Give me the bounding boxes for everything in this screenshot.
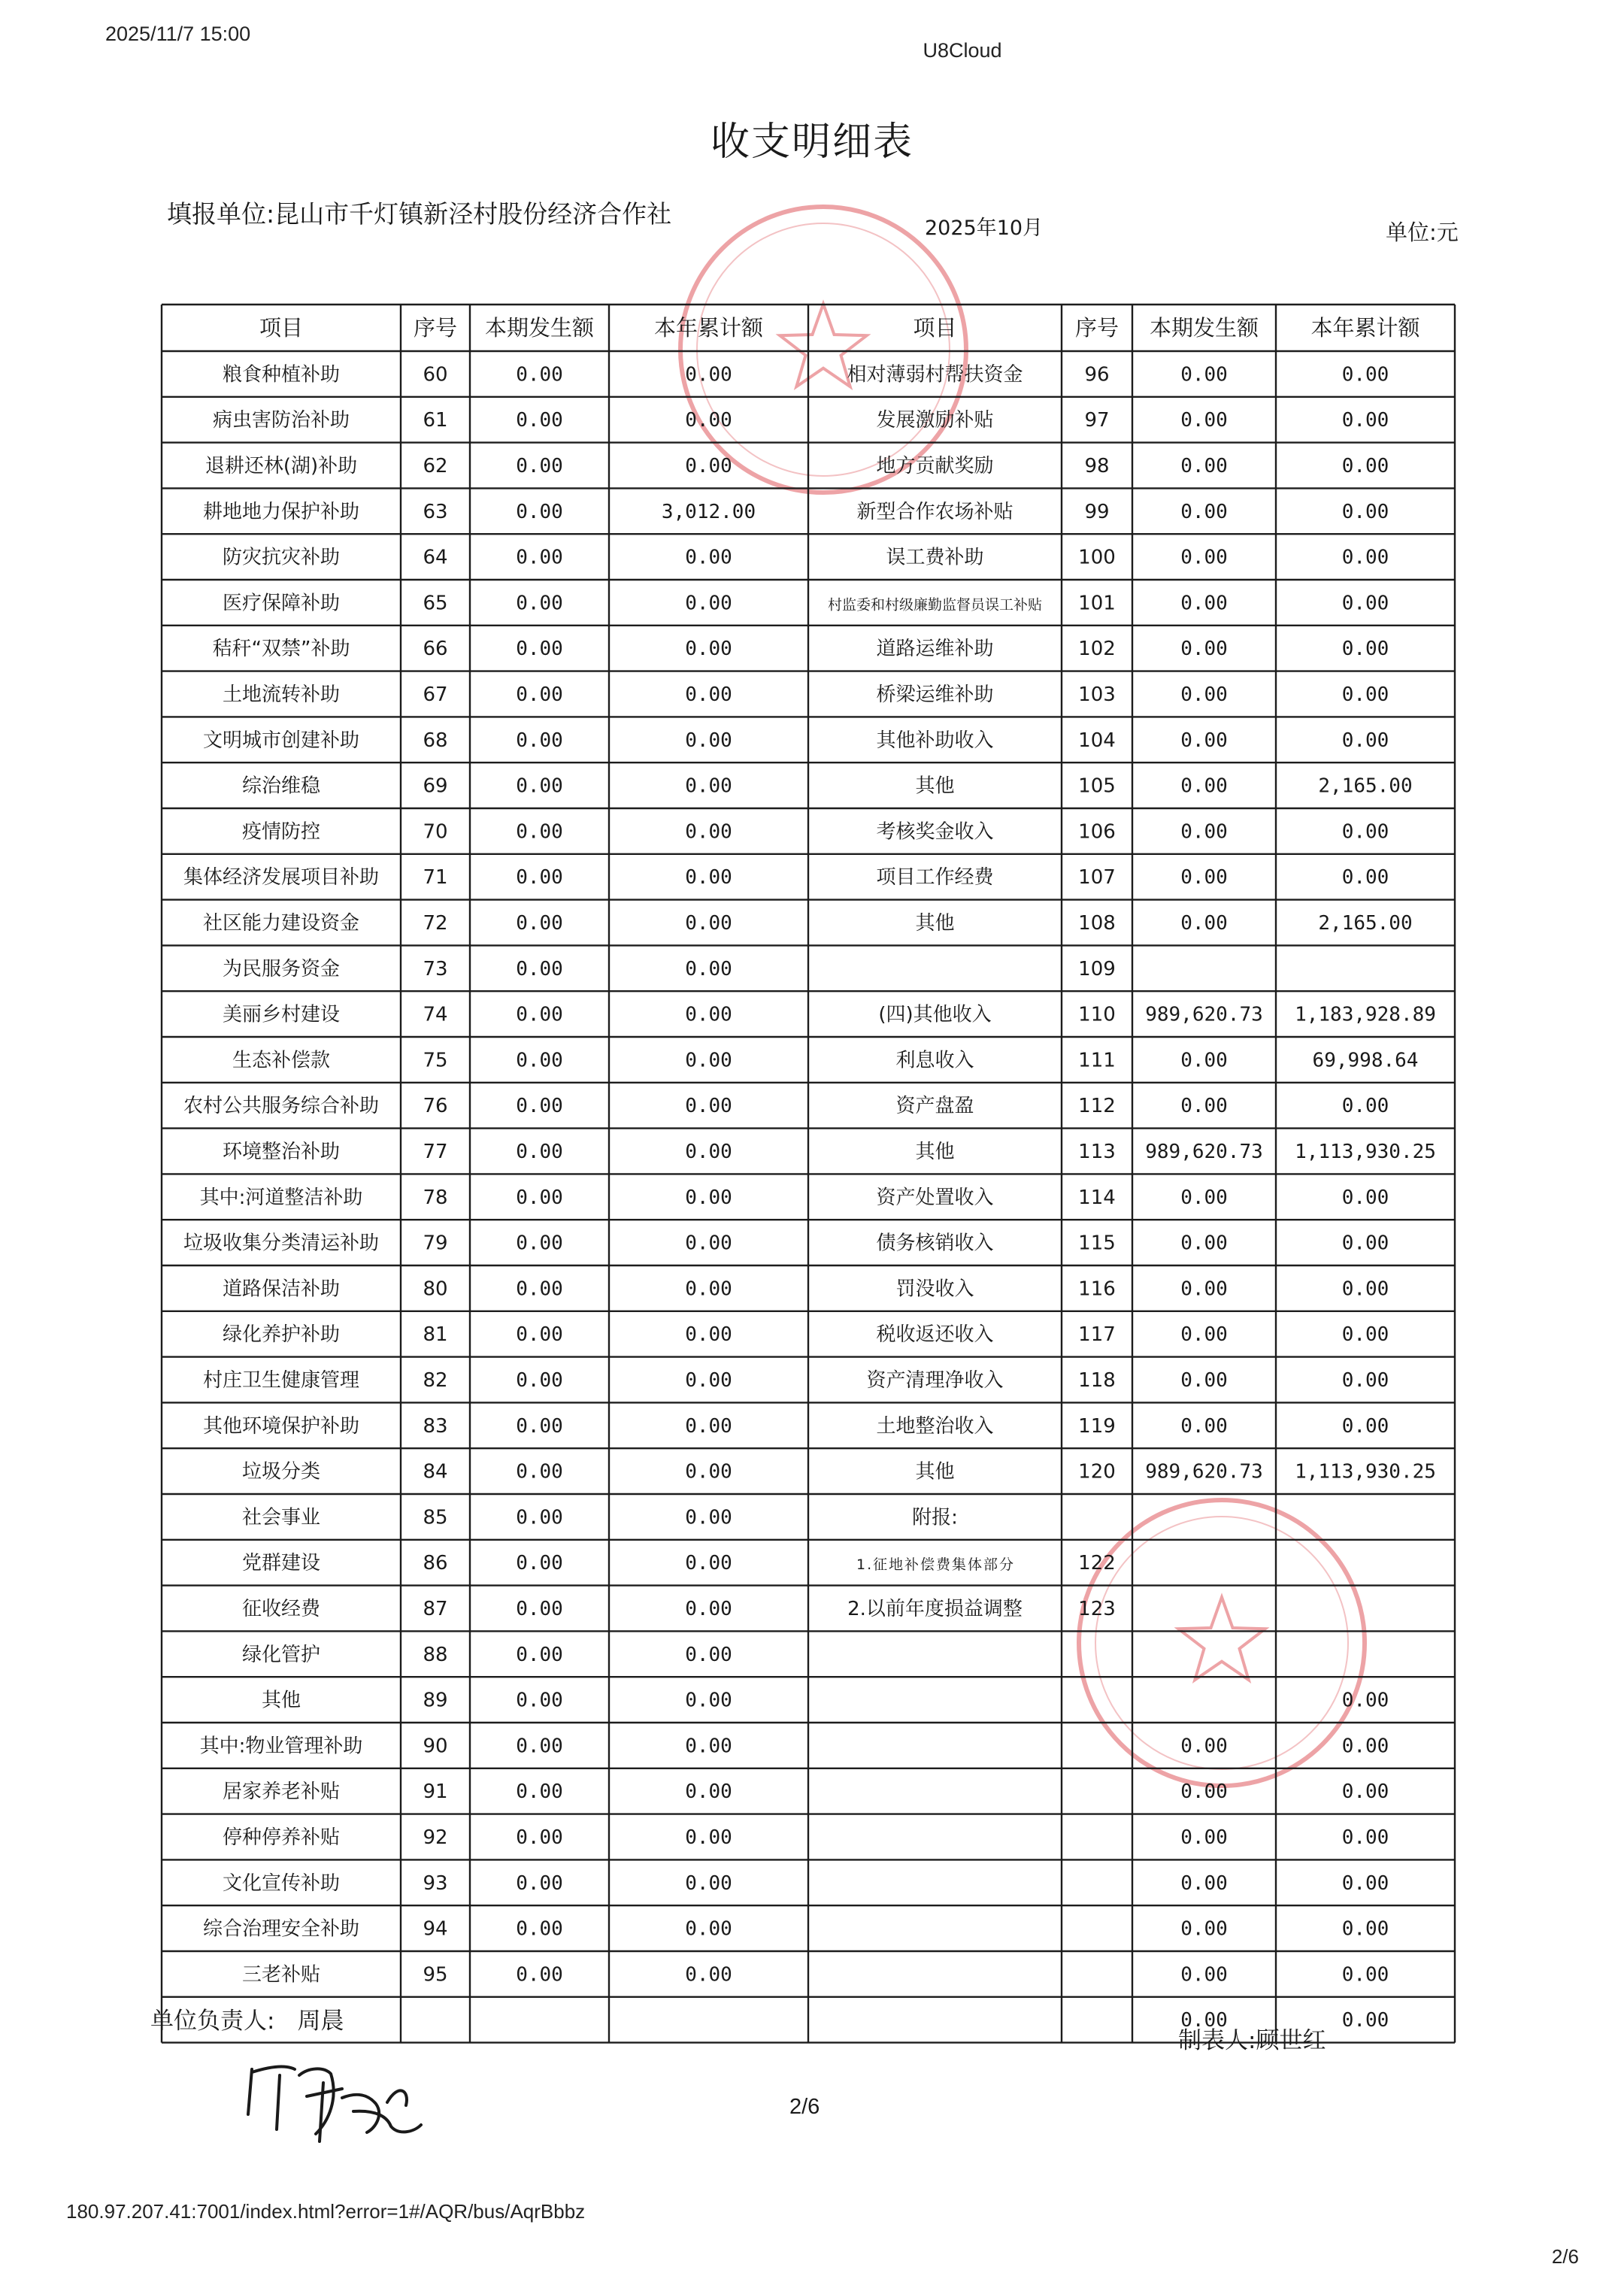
reporting-unit-name: 昆山市千灯镇新泾村股份经济合作社: [274, 199, 672, 229]
left-row-item: 社会事业: [241, 1506, 321, 1529]
left-row-no: 72: [423, 912, 448, 935]
right-row-current: 0.00: [1180, 729, 1228, 752]
right-row-ytd: 0.00: [1341, 1735, 1389, 1758]
left-row-ytd: 0.00: [685, 455, 732, 477]
right-row-current: 0.00: [1180, 1826, 1228, 1849]
right-row-current: 0.00: [1180, 912, 1228, 935]
left-row-item: 居家养老补贴: [222, 1781, 341, 1804]
left-row-current: 0.00: [516, 1460, 563, 1484]
right-row-no: 122: [1078, 1552, 1116, 1575]
left-row-current: 0.00: [516, 592, 563, 615]
left-row-ytd: 0.00: [685, 729, 732, 752]
left-row-ytd: 0.00: [685, 592, 732, 615]
left-row-ytd: 0.00: [685, 1141, 732, 1163]
right-row-no: 112: [1078, 1095, 1116, 1118]
right-row-item: 利息收入: [895, 1049, 974, 1072]
right-row-ytd: 2,165.00: [1318, 774, 1413, 798]
right-row-no: 119: [1078, 1414, 1116, 1438]
right-row-ytd: 0.00: [1341, 820, 1389, 844]
right-row-item: 其他: [915, 1141, 955, 1163]
right-row-no: 99: [1084, 500, 1110, 523]
left-row-no: 70: [423, 820, 448, 844]
right-header-2: 本期发生额: [1149, 315, 1259, 341]
right-row-item: 桥梁运维补助: [876, 683, 994, 706]
left-row-current: 0.00: [516, 1552, 563, 1575]
right-row-ytd: 0.00: [1341, 409, 1389, 432]
left-row-current: 0.00: [516, 1871, 563, 1895]
right-header-3: 本年累计额: [1310, 315, 1420, 341]
left-row-no: 60: [423, 363, 448, 386]
left-row-current: 0.00: [516, 1917, 563, 1941]
right-row-current: 989,620.73: [1145, 1003, 1263, 1026]
right-row-ytd: 0.00: [1341, 455, 1389, 477]
left-row-item: 美丽乡村建设: [222, 1003, 341, 1026]
left-header-3: 本年累计额: [653, 315, 764, 341]
right-row-ytd: 2,165.00: [1318, 912, 1413, 935]
right-row-item: 道路运维补助: [876, 638, 994, 661]
left-row-item: 粮食种植补助: [222, 363, 341, 386]
left-row-current: 0.00: [516, 729, 563, 752]
right-row-current: 0.00: [1180, 363, 1228, 386]
left-row-current: 0.00: [516, 455, 563, 477]
left-row-no: 92: [423, 1826, 448, 1849]
preparer-name: 顾世红: [1256, 2027, 1326, 2054]
left-row-no: 79: [423, 1232, 448, 1255]
right-row-ytd: 0.00: [1341, 683, 1389, 706]
left-row-ytd: 0.00: [685, 1049, 732, 1072]
right-row-no: 107: [1078, 866, 1116, 890]
left-row-current: 0.00: [516, 912, 563, 935]
right-row-current: 0.00: [1180, 683, 1228, 706]
right-row-ytd: 0.00: [1341, 1917, 1389, 1941]
left-row-current: 0.00: [516, 1735, 563, 1758]
left-row-ytd: 0.00: [685, 912, 732, 935]
left-row-ytd: 0.00: [685, 1414, 732, 1438]
right-header-1: 序号: [1074, 315, 1120, 341]
right-row-no: 97: [1084, 409, 1110, 432]
right-row-current: 0.00: [1180, 1186, 1228, 1209]
left-row-current: 0.00: [516, 500, 563, 523]
right-row-ytd: 69,998.64: [1312, 1049, 1419, 1072]
left-row-item: 秸秆“双禁”补助: [212, 638, 350, 661]
left-row-ytd: 0.00: [685, 1460, 732, 1484]
left-row-current: 0.00: [516, 1963, 563, 1987]
left-row-item: 农村公共服务综合补助: [183, 1095, 380, 1118]
left-header-1: 序号: [413, 315, 458, 341]
left-row-item: 垃圾分类: [241, 1460, 321, 1484]
right-row-no: 115: [1078, 1232, 1116, 1255]
left-row-current: 0.00: [516, 866, 563, 890]
left-row-no: 82: [423, 1369, 448, 1392]
left-row-item: 环境整治补助: [222, 1141, 341, 1163]
right-row-item: 其他: [915, 912, 955, 935]
right-row-current: 0.00: [1180, 774, 1228, 798]
left-row-current: 0.00: [516, 1643, 563, 1666]
right-row-ytd: 1,183,928.89: [1295, 1003, 1436, 1026]
page-title: 收支明细表: [710, 120, 914, 165]
left-row-item: 其中:河道整洁补助: [199, 1186, 363, 1209]
left-row-ytd: 0.00: [685, 1643, 732, 1666]
left-row-no: 75: [423, 1049, 448, 1072]
left-row-item: 生态补偿款: [232, 1049, 331, 1072]
left-row-no: 68: [423, 729, 448, 752]
right-row-ytd: 0.00: [1341, 1826, 1389, 1849]
left-row-current: 0.00: [516, 1186, 563, 1209]
right-row-item: 地方贡献奖励: [876, 455, 994, 477]
left-row-ytd: 0.00: [685, 409, 732, 432]
right-row-item: 发展激励补贴: [876, 409, 994, 432]
right-row-current: 0.00: [1180, 866, 1228, 890]
right-row-no: 102: [1078, 638, 1116, 661]
left-row-current: 0.00: [516, 1049, 563, 1072]
left-row-item: 疫情防控: [241, 820, 321, 844]
left-row-ytd: 0.00: [685, 820, 732, 844]
left-row-no: 64: [423, 546, 448, 569]
left-row-no: 74: [423, 1003, 448, 1026]
right-row-ytd: 0.00: [1341, 546, 1389, 569]
right-row-no: 101: [1078, 592, 1116, 615]
right-row-no: 103: [1078, 683, 1116, 706]
right-row-ytd: 0.00: [1341, 1369, 1389, 1392]
right-row-current: 0.00: [1180, 1414, 1228, 1438]
unit-leader-label: 单位负责人:: [150, 2008, 275, 2035]
left-row-no: 69: [423, 774, 448, 798]
right-row-current: 0.00: [1180, 1049, 1228, 1072]
left-row-ytd: 0.00: [685, 1186, 732, 1209]
right-row-no: 98: [1084, 455, 1110, 477]
right-row-no: 120: [1078, 1460, 1116, 1484]
right-row-ytd: 0.00: [1341, 1232, 1389, 1255]
left-row-item: 征收经费: [241, 1598, 321, 1620]
right-row-item: 土地整治收入: [876, 1414, 994, 1438]
right-row-ytd: 0.00: [1341, 638, 1389, 661]
left-row-current: 0.00: [516, 957, 563, 980]
right-row-item: 考核奖金收入: [876, 820, 994, 844]
right-row-ytd: 0.00: [1341, 729, 1389, 752]
left-row-ytd: 0.00: [685, 363, 732, 386]
left-row-ytd: 0.00: [685, 1826, 732, 1849]
left-row-item: 防灾抗灾补助: [222, 546, 341, 569]
left-row-no: 78: [423, 1186, 448, 1209]
left-row-item: 其他: [261, 1689, 301, 1712]
left-row-item: 社区能力建设资金: [202, 912, 360, 935]
page-url: 180.97.207.41:7001/index.html?error=1#/AQR/bus/AqrBbbz: [66, 2200, 586, 2223]
left-row-ytd: 0.00: [685, 1689, 732, 1712]
left-row-current: 0.00: [516, 1781, 563, 1804]
left-row-no: 88: [423, 1643, 448, 1666]
right-row-no: 106: [1078, 820, 1116, 844]
right-row-ytd: 0.00: [1341, 1689, 1389, 1712]
left-row-current: 0.00: [516, 820, 563, 844]
right-row-current: 0.00: [1180, 1781, 1228, 1804]
right-row-ytd: 0.00: [1341, 1963, 1389, 1987]
left-row-current: 0.00: [516, 363, 563, 386]
left-row-ytd: 0.00: [685, 957, 732, 980]
left-row-item: 耕地地力保护补助: [202, 500, 360, 523]
left-row-ytd: 0.00: [685, 774, 732, 798]
left-row-current: 0.00: [516, 1232, 563, 1255]
left-row-ytd: 0.00: [685, 1232, 732, 1255]
left-header-0: 项目: [259, 315, 304, 341]
left-row-current: 0.00: [516, 1506, 563, 1529]
left-row-ytd: 0.00: [685, 1369, 732, 1392]
left-row-no: 62: [423, 455, 448, 477]
left-row-no: 91: [423, 1781, 448, 1804]
right-row-current: 0.00: [1180, 546, 1228, 569]
corner-page-number: 2/6: [1551, 2245, 1579, 2268]
left-row-item: 病虫害防治补助: [212, 409, 350, 432]
right-row-current: 0.00: [1180, 1277, 1228, 1301]
left-row-no: 89: [423, 1689, 448, 1712]
right-row-no: 117: [1078, 1323, 1116, 1347]
left-row-ytd: 0.00: [685, 1963, 732, 1987]
page-number: 2/6: [789, 2095, 820, 2119]
right-row-current: 0.00: [1180, 409, 1228, 432]
right-row-no: 104: [1078, 729, 1116, 752]
right-row-current: 0.00: [1180, 1369, 1228, 1392]
left-row-ytd: 0.00: [685, 1003, 732, 1026]
left-row-current: 0.00: [516, 1141, 563, 1163]
left-row-ytd: 3,012.00: [661, 500, 756, 523]
right-row-no: 110: [1078, 1003, 1116, 1026]
right-row-current: 0.00: [1180, 820, 1228, 844]
right-row-no: 105: [1078, 774, 1116, 798]
left-row-no: 81: [423, 1323, 448, 1347]
right-row-ytd: 0.00: [1341, 866, 1389, 890]
left-row-no: 85: [423, 1506, 448, 1529]
right-row-item: 债务核销收入: [876, 1232, 994, 1255]
left-row-no: 73: [423, 957, 448, 980]
left-row-current: 0.00: [516, 638, 563, 661]
right-row-ytd: 0.00: [1341, 1186, 1389, 1209]
right-row-item: 新型合作农场补贴: [856, 500, 1013, 523]
left-row-ytd: 0.00: [685, 1735, 732, 1758]
left-row-ytd: 0.00: [685, 1598, 732, 1620]
left-row-item: 土地流转补助: [222, 683, 341, 706]
right-row-no: 100: [1078, 546, 1116, 569]
system-name: U8Cloud: [923, 39, 1002, 62]
left-row-no: 94: [423, 1917, 448, 1941]
left-row-no: 61: [423, 409, 448, 432]
right-row-item: 村监委和村级廉勤监督员误工补贴: [828, 596, 1042, 614]
right-row-ytd: 0.00: [1341, 1323, 1389, 1347]
right-row-item: 2.以前年度损益调整: [847, 1598, 1023, 1620]
right-row-no: 109: [1078, 957, 1116, 980]
right-row-current: 0.00: [1180, 638, 1228, 661]
left-row-current: 0.00: [516, 1323, 563, 1347]
right-row-no: 114: [1078, 1186, 1116, 1209]
left-row-no: 76: [423, 1095, 448, 1118]
right-row-item: 税收返还收入: [876, 1323, 994, 1347]
right-row-no: 108: [1078, 912, 1116, 935]
right-row-current: 0.00: [1180, 1871, 1228, 1895]
left-row-no: 83: [423, 1414, 448, 1438]
left-row-item: 为民服务资金: [222, 957, 341, 980]
left-row-ytd: 0.00: [685, 1323, 732, 1347]
left-row-no: 67: [423, 683, 448, 706]
left-row-item: 绿化管护: [241, 1643, 321, 1666]
left-row-item: 三老补贴: [241, 1963, 321, 1987]
right-row-no: 116: [1078, 1277, 1116, 1301]
left-row-item: 垃圾收集分类清运补助: [183, 1232, 380, 1255]
left-row-no: 86: [423, 1552, 448, 1575]
left-row-no: 63: [423, 500, 448, 523]
left-row-no: 65: [423, 592, 448, 615]
right-row-ytd: 0.00: [1341, 2009, 1389, 2032]
left-row-no: 66: [423, 638, 448, 661]
left-row-item: 其中:物业管理补助: [199, 1735, 363, 1758]
unit-leader-name: 周晨: [297, 2008, 344, 2035]
right-row-no: 96: [1084, 363, 1110, 386]
left-row-item: 医疗保障补助: [222, 592, 341, 615]
left-row-no: 95: [423, 1963, 448, 1987]
left-row-item: 文明城市创建补助: [202, 729, 360, 752]
right-row-ytd: 0.00: [1341, 592, 1389, 615]
left-row-current: 0.00: [516, 774, 563, 798]
right-row-item: 资产处置收入: [876, 1186, 994, 1209]
left-row-ytd: 0.00: [685, 683, 732, 706]
right-row-ytd: 0.00: [1341, 1871, 1389, 1895]
left-row-ytd: 0.00: [685, 1095, 732, 1118]
left-row-ytd: 0.00: [685, 1506, 732, 1529]
left-row-item: 综治维稳: [241, 774, 321, 798]
left-row-current: 0.00: [516, 546, 563, 569]
left-row-current: 0.00: [516, 1414, 563, 1438]
left-row-no: 90: [423, 1735, 448, 1758]
right-row-item: 资产清理净收入: [866, 1369, 1004, 1392]
left-row-ytd: 0.00: [685, 1871, 732, 1895]
left-row-item: 退耕还林(湖)补助: [205, 455, 358, 477]
left-row-current: 0.00: [516, 1369, 563, 1392]
left-row-ytd: 0.00: [685, 1781, 732, 1804]
left-row-current: 0.00: [516, 409, 563, 432]
right-row-item: 1.征地补偿费集体部分: [856, 1556, 1013, 1574]
left-row-item: 集体经济发展项目补助: [183, 866, 380, 890]
right-header-0: 项目: [913, 315, 957, 341]
left-row-current: 0.00: [516, 1689, 563, 1712]
right-row-item: 资产盘盈: [895, 1095, 974, 1118]
right-row-ytd: 0.00: [1341, 1781, 1389, 1804]
left-row-current: 0.00: [516, 1598, 563, 1620]
right-row-current: 0.00: [1180, 500, 1228, 523]
left-row-item: 村庄卫生健康管理: [202, 1369, 360, 1392]
left-row-no: 80: [423, 1277, 448, 1301]
right-row-current: 0.00: [1180, 2009, 1228, 2032]
right-row-current: 0.00: [1180, 455, 1228, 477]
right-row-item: 附报:: [912, 1506, 958, 1529]
left-row-ytd: 0.00: [685, 546, 732, 569]
right-row-item: 其他: [915, 774, 955, 798]
right-row-item: (四)其他收入: [878, 1003, 992, 1026]
left-row-item: 综合治理安全补助: [202, 1917, 360, 1941]
right-row-ytd: 0.00: [1341, 500, 1389, 523]
currency-unit: 单位:元: [1386, 220, 1459, 245]
preparer-label: 制表人:: [1178, 2027, 1256, 2054]
reporting-unit-label: 填报单位:: [167, 199, 275, 229]
print-timestamp: 2025/11/7 15:00: [105, 23, 251, 45]
left-row-current: 0.00: [516, 1003, 563, 1026]
left-row-ytd: 0.00: [685, 1917, 732, 1941]
left-row-item: 其他环境保护补助: [202, 1414, 360, 1438]
right-row-current: 0.00: [1180, 1735, 1228, 1758]
right-row-ytd: 0.00: [1341, 1277, 1389, 1301]
right-row-ytd: 0.00: [1341, 1414, 1389, 1438]
report-period: 2025年10月: [925, 217, 1044, 240]
right-row-current: 0.00: [1180, 1323, 1228, 1347]
right-row-item: 项目工作经费: [876, 866, 994, 890]
left-header-2: 本期发生额: [484, 315, 595, 341]
right-row-item: 相对薄弱村帮扶资金: [847, 363, 1023, 386]
right-row-current: 0.00: [1180, 1095, 1228, 1118]
right-row-current: 989,620.73: [1145, 1460, 1263, 1484]
right-row-no: 118: [1078, 1369, 1116, 1392]
left-row-no: 87: [423, 1598, 448, 1620]
right-row-current: 0.00: [1180, 1232, 1228, 1255]
left-row-item: 党群建设: [241, 1552, 321, 1575]
left-row-no: 93: [423, 1871, 448, 1895]
right-row-current: 0.00: [1180, 592, 1228, 615]
right-row-ytd: 0.00: [1341, 1095, 1389, 1118]
right-row-current: 989,620.73: [1145, 1141, 1263, 1163]
right-row-ytd: 0.00: [1341, 363, 1389, 386]
left-row-no: 77: [423, 1141, 448, 1163]
right-row-item: 其他: [915, 1460, 955, 1484]
left-row-current: 0.00: [516, 1826, 563, 1849]
right-row-item: 其他补助收入: [876, 729, 994, 752]
right-row-no: 123: [1078, 1598, 1116, 1620]
right-row-ytd: 1,113,930.25: [1295, 1460, 1436, 1484]
left-row-ytd: 0.00: [685, 1277, 732, 1301]
left-row-current: 0.00: [516, 1095, 563, 1118]
left-row-item: 绿化养护补助: [222, 1323, 341, 1347]
right-row-current: 0.00: [1180, 1963, 1228, 1987]
right-row-ytd: 1,113,930.25: [1295, 1141, 1436, 1163]
left-row-item: 道路保洁补助: [222, 1277, 341, 1301]
left-row-ytd: 0.00: [685, 638, 732, 661]
right-row-item: 误工费补助: [886, 546, 984, 569]
right-row-no: 113: [1078, 1141, 1116, 1163]
right-row-item: 罚没收入: [895, 1277, 974, 1301]
left-row-no: 84: [423, 1460, 448, 1484]
left-row-no: 71: [423, 866, 448, 890]
left-row-item: 文化宣传补助: [222, 1871, 341, 1895]
left-row-item: 停种停养补贴: [222, 1826, 341, 1849]
left-row-ytd: 0.00: [685, 1552, 732, 1575]
left-row-current: 0.00: [516, 1277, 563, 1301]
right-row-current: 0.00: [1180, 1917, 1228, 1941]
right-row-no: 111: [1078, 1049, 1116, 1072]
left-row-current: 0.00: [516, 683, 563, 706]
left-row-ytd: 0.00: [685, 866, 732, 890]
